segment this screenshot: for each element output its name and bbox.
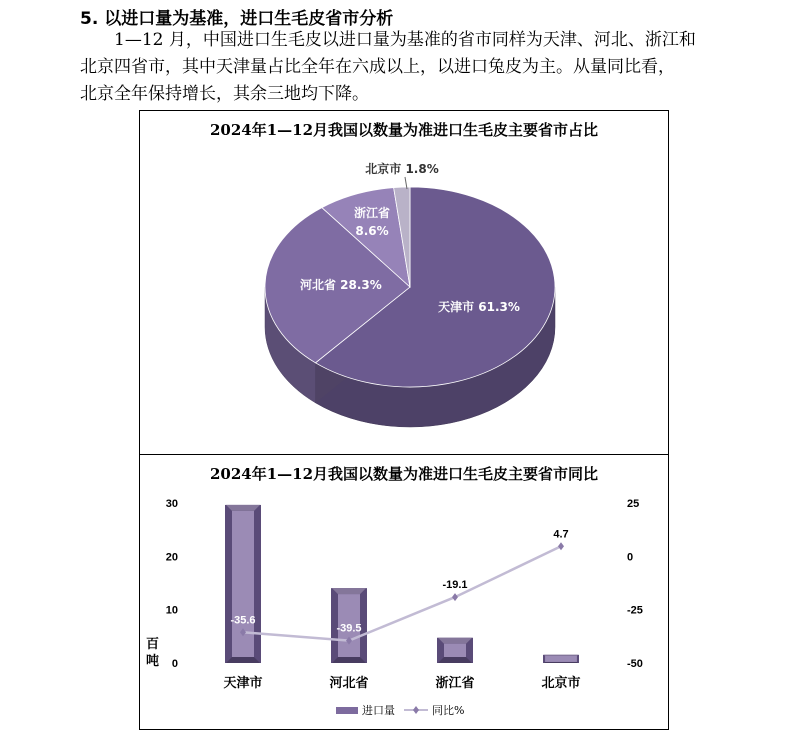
intro-paragraph xyxy=(80,27,730,108)
y-tick-label: 0 xyxy=(171,658,178,670)
pie-label-beijing: 北京市 1.8% xyxy=(365,162,439,176)
y2-tick-label: -25 xyxy=(627,604,643,617)
bar-bottom-bevel xyxy=(544,662,578,663)
paragraph-line: 北京全年保持增长，其余三地均下降。 xyxy=(80,84,369,104)
bar-bottom-bevel xyxy=(332,657,366,663)
bar-top-bevel xyxy=(332,588,366,594)
bar-chart-panel xyxy=(139,454,669,730)
yoy-data-label: 4.7 xyxy=(553,528,569,541)
paragraph-line: 北京四省市，其中天津量占比全年在六成以上，以进口兔皮为主。从量同比看， xyxy=(80,57,675,77)
yoy-line xyxy=(243,546,561,640)
pie-label-tianjin: 天津市 61.3% xyxy=(438,300,520,314)
y-axis-label-1: 百 xyxy=(146,637,160,652)
bar-bottom-bevel xyxy=(226,657,260,663)
legend-label-yoy: 同比% xyxy=(432,704,465,717)
legend-label-volume: 进口量 xyxy=(362,704,395,717)
y2-tick-label: 0 xyxy=(627,551,634,564)
pie-label-zhejiang-name: 浙江省 xyxy=(353,206,391,220)
yoy-data-label: -39.5 xyxy=(336,622,362,635)
bar xyxy=(225,505,261,663)
pie-label-zhejiang-value: 8.6% xyxy=(355,224,389,238)
legend-swatch-volume xyxy=(336,707,358,714)
pie-chart-panel xyxy=(139,110,669,455)
bar-face xyxy=(444,644,466,657)
bar xyxy=(437,638,473,663)
y-tick-label: 20 xyxy=(165,551,178,564)
paragraph-line: 1—12 月，中国进口生毛皮以进口量为基准的省市同样为天津、河北、浙江和 xyxy=(80,30,696,50)
pie-chart xyxy=(140,111,668,454)
x-tick-label: 浙江省 xyxy=(435,676,475,691)
yoy-data-label: -35.6 xyxy=(230,614,256,627)
bar-bottom-bevel xyxy=(438,657,472,663)
bar-chart-title: 2024年1—12月我国以数量为准进口生毛皮主要省市同比 xyxy=(209,465,599,483)
y-tick-label: 30 xyxy=(165,498,178,510)
bar-line-chart xyxy=(140,455,668,729)
x-tick-label: 河北省 xyxy=(329,676,369,691)
yoy-data-label: -19.1 xyxy=(442,579,468,592)
pie-chart-title: 2024年1—12月我国以数量为准进口生毛皮主要省市占比 xyxy=(209,121,599,139)
legend-marker-yoy xyxy=(413,706,419,714)
yoy-marker xyxy=(558,542,564,550)
x-tick-label: 天津市 xyxy=(223,676,263,691)
legend xyxy=(336,703,464,717)
y-tick-label: 10 xyxy=(165,604,178,617)
bar-top-bevel xyxy=(544,655,578,656)
x-tick-label: 北京市 xyxy=(541,676,581,691)
y-axis-label-2: 吨 xyxy=(146,654,160,669)
section-heading: 5. 以进口量为基准，进口生毛皮省市分析 xyxy=(80,9,394,29)
bar-face xyxy=(545,656,577,662)
y2-tick-label: 25 xyxy=(627,498,640,510)
yoy-marker xyxy=(452,593,458,601)
bar-top-bevel xyxy=(438,638,472,644)
bar xyxy=(543,655,579,663)
y2-tick-label: -50 xyxy=(627,658,643,670)
pie-label-hebei: 河北省 28.3% xyxy=(300,278,382,292)
